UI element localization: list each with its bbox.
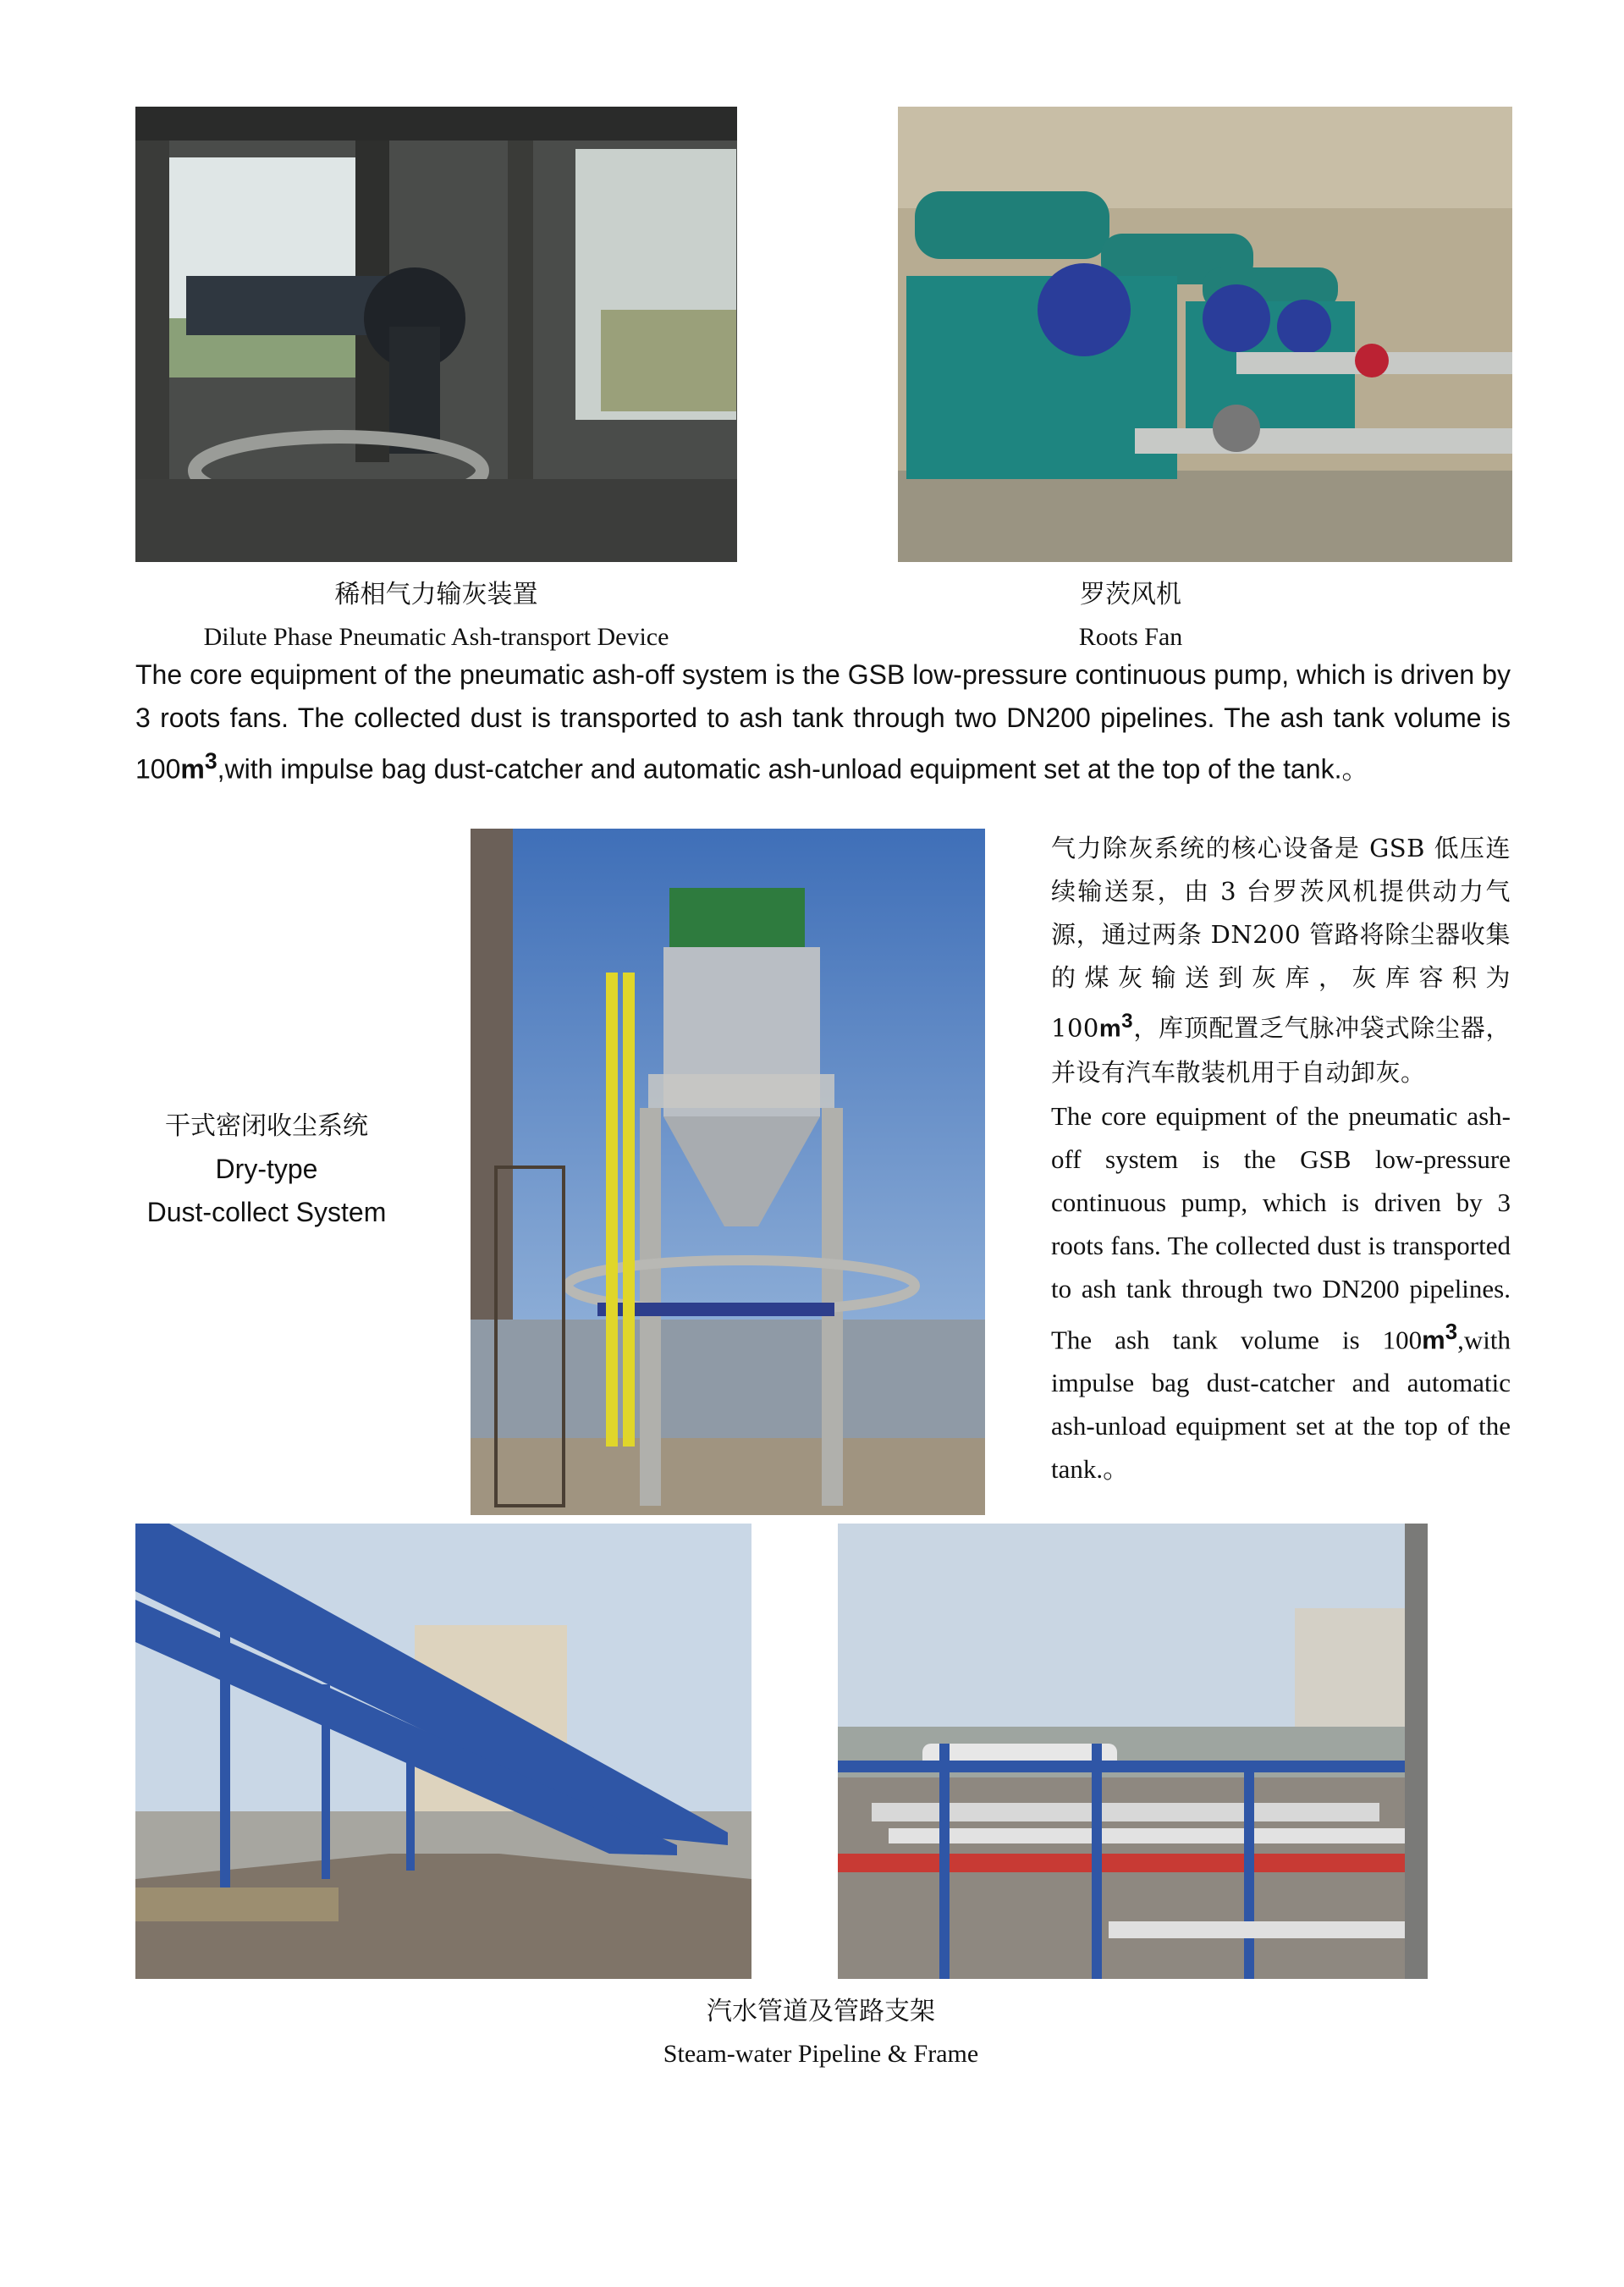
description-text-part2: ,with impulse bag dust-catcher and automatic ash-unload equipment set at the top of the tank.。 (217, 753, 1369, 785)
pipeline-caption-en: Steam-water Pipeline & Frame (663, 2040, 979, 2068)
dust-collect-caption-en-1: Dry-type (215, 1154, 318, 1184)
description-paragraph-en-column (1051, 1094, 1511, 1491)
description-paragraph-en (135, 653, 1511, 791)
pipeline-caption (559, 1991, 1083, 2075)
pipeline-caption-zh: 汽水管道及管路支架 (707, 1997, 935, 2026)
description-en-part2: ,with impulse bag dust-catcher and automatic ash-unload equipment set at the top of the tank.。 (1051, 1324, 1511, 1484)
zh-volume-unit-exponent: 3 (1121, 1010, 1134, 1033)
volume-unit-exponent: 3 (204, 748, 217, 774)
dilute-phase-caption-en: Dilute Phase Pneumatic Ash-transport Device (203, 623, 669, 651)
dust-collect-caption-en-2: Dust-collect System (146, 1197, 387, 1227)
dust-collect-caption-zh: 干式密闭收尘系统 (165, 1111, 368, 1141)
dust-collect-label (118, 1105, 415, 1234)
pipeline-photo-left (135, 1524, 751, 1979)
dilute-phase-photo (135, 107, 737, 562)
description-text-part1: The core equipment of the pneumatic ash-off system is the GSB low-pressure continuous pump, which is driven by 3 roots fans. The collected dust is transported to ash tank through two DN200 pipelines. The ash tank volume is 100 (135, 659, 1511, 785)
dilute-phase-caption-zh: 稀相气力输灰装置 (334, 580, 538, 609)
dilute-phase-caption (135, 574, 737, 659)
description-paragraph-zh (1051, 827, 1511, 1094)
zh-volume-unit: m (1098, 1015, 1122, 1043)
roots-fan-caption-en: Roots Fan (1078, 623, 1183, 651)
pipeline-photo-right (838, 1524, 1428, 1979)
volume-unit: m (180, 753, 205, 785)
en-volume-unit-exponent: 3 (1445, 1320, 1458, 1344)
description-column (1051, 827, 1511, 1491)
roots-fan-caption-zh: 罗茨风机 (1080, 580, 1181, 609)
description-en-part1: The core equipment of the pneumatic ash-off system is the GSB low-pressure continuous pump, which is driven by 3 roots fans. The collected dust is transported to ash tank through two DN200 pipelines. The ash tank volume is 100 (1051, 1100, 1511, 1354)
dust-collect-photo (471, 829, 985, 1515)
roots-fan-caption (898, 574, 1363, 659)
description-zh-part1: 气力除灰系统的核心设备是 GSB 低压连续输送泵，由 3 台罗茨风机提供动力气源，通过两条 DN200 管路将除尘器收集的煤灰输送到灰库，灰库容积为 100 (1051, 834, 1511, 1043)
en-volume-unit: m (1422, 1324, 1445, 1354)
description-zh-part2: ，库顶配置乏气脉冲袋式除尘器，并设有汽车散装机用于自动卸灰。 (1051, 1013, 1511, 1087)
roots-fan-photo (898, 107, 1512, 562)
